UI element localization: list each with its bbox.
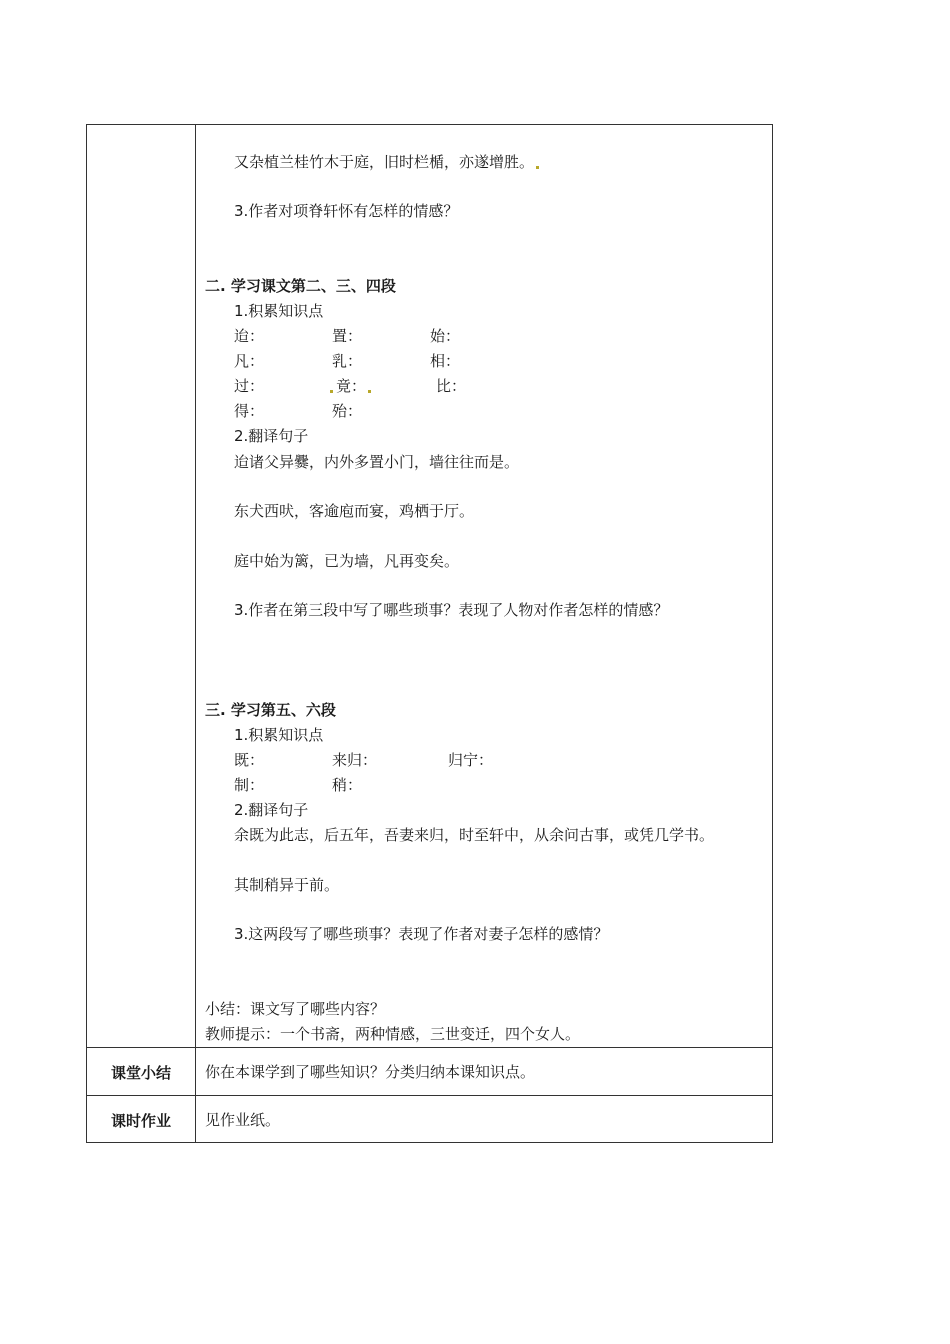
row-divider: [87, 1047, 772, 1048]
vocab-item: 竟：: [336, 376, 371, 396]
vocab-item: 始：: [430, 327, 461, 345]
vocab-item: 置：: [332, 327, 363, 345]
row-divider: [87, 1095, 772, 1096]
class-summary-label: 课堂小结: [110, 1064, 171, 1082]
vocab-item: 比：: [436, 377, 467, 395]
question: 3.作者对项脊轩怀有怎样的情感？: [234, 202, 459, 220]
section-heading: 二. 学习课文第二、三、四段: [205, 277, 396, 295]
homework-label: 课时作业: [110, 1112, 171, 1130]
sub-heading: 2.翻译句子: [234, 427, 309, 445]
lesson-table: [86, 124, 773, 1143]
question: 3.这两段写了哪些琐事？表现了作者对妻子怎样的感情？: [234, 925, 609, 943]
text-line: 又杂植兰桂竹木于庭，旧时栏楯，亦遂增胜。: [234, 152, 539, 172]
summary-question: 小结：课文写了哪些内容？: [205, 1000, 386, 1018]
vocab-item: 得：: [234, 402, 265, 420]
vocab-item: 相：: [430, 352, 461, 370]
vocab-item: 归宁：: [448, 751, 494, 769]
sentence: 迨诸父异爨，内外多置小门，墙往往而是。: [234, 453, 520, 471]
sentence: 东犬西吠，客逾庖而宴，鸡栖于厅。: [234, 502, 475, 520]
column-divider: [195, 125, 196, 1142]
teacher-hint: 教师提示：一个书斋，两种情感，三世变迁，四个女人。: [205, 1025, 581, 1043]
vocab-item: 殆：: [332, 402, 363, 420]
vocab-item: 过：: [234, 376, 333, 396]
question: 3.作者在第三段中写了哪些琐事？表现了人物对作者怎样的情感？: [234, 601, 669, 619]
vocab-item: 既：: [234, 751, 265, 769]
vocab-item: 制：: [234, 776, 265, 794]
homework-text: 见作业纸。: [205, 1111, 281, 1129]
vocab-item: 凡：: [234, 352, 265, 370]
vocab-item: 迨：: [234, 327, 265, 345]
sub-heading: 1.积累知识点: [234, 726, 324, 744]
section-heading: 三. 学习第五、六段: [205, 701, 336, 719]
sentence: 余既为此志，后五年，吾妻来归，时至轩中，从余问古事，或凭几学书。: [234, 826, 715, 844]
sub-heading: 1.积累知识点: [234, 302, 324, 320]
sentence: 其制稍异于前。: [234, 876, 340, 894]
sentence: 庭中始为篱，已为墙，凡再变矣。: [234, 552, 460, 570]
vocab-item: 乳：: [332, 352, 363, 370]
vocab-item: 稍：: [332, 776, 363, 794]
class-summary-text: 你在本课学到了哪些知识？分类归纳本课知识点。: [205, 1063, 536, 1081]
sub-heading: 2.翻译句子: [234, 801, 309, 819]
vocab-item: 来归：: [332, 751, 378, 769]
